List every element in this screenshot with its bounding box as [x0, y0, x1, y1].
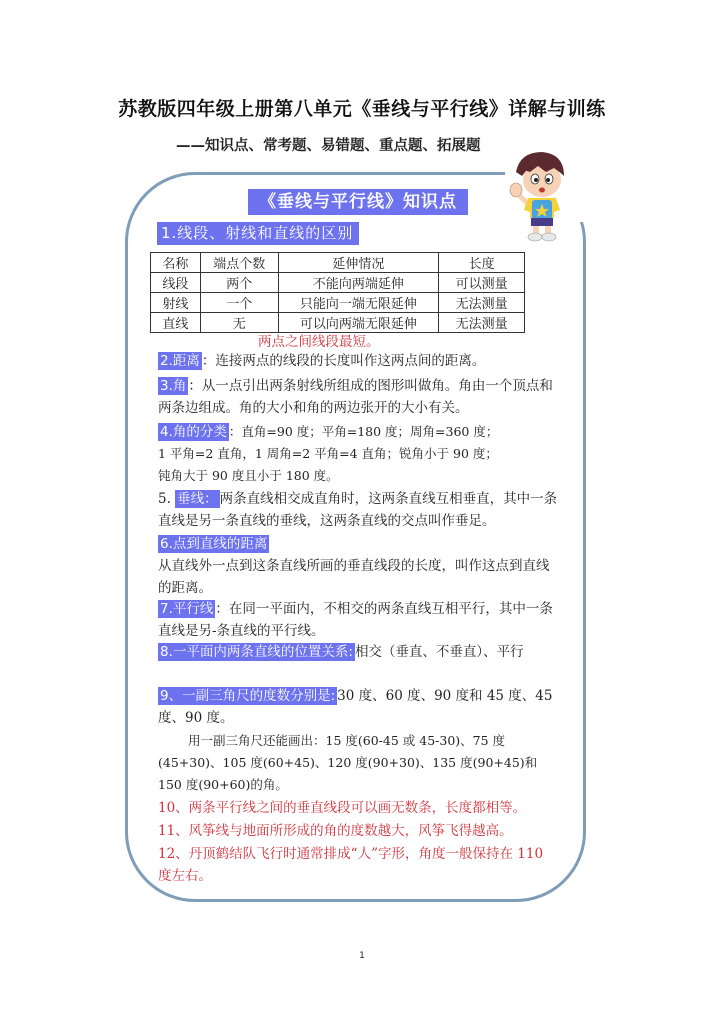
table-header: 名称	[151, 253, 201, 273]
shortest-path-note: 两点之间线段最短。	[258, 334, 380, 350]
red-item-11: 11、风筝线与地面所形成的角的度数越大，风筝飞得越高。	[158, 823, 513, 839]
section4-line3: 钝角大于 90 度且小于 180 度。	[158, 468, 339, 483]
document-subtitle: ——知识点、常考题、易错题、重点题、拓展题	[176, 138, 481, 154]
section7-label: 7.平行线	[160, 601, 214, 617]
table-cell: 无	[200, 313, 278, 333]
section3	[158, 375, 558, 419]
section8	[158, 641, 558, 663]
section4-line2: 1 平角=2 直角，1 周角=2 平角=4 直角；锐角小于 90 度；	[158, 446, 498, 461]
section8-label: 8.一平面内两条直线的位置关系:	[160, 644, 353, 660]
table-row	[151, 293, 525, 313]
table-cell: 只能向一端无限延伸	[278, 293, 439, 313]
table-header: 延伸情况	[278, 253, 439, 273]
line-comparison-table	[150, 252, 525, 333]
table-cell: 无法测量	[439, 313, 525, 333]
section3-label: 3.角	[160, 378, 187, 394]
table-header: 长度	[439, 253, 525, 273]
section9-extra: 用一副三角尺还能画出：15 度(60-45 或 45-30)、75 度(45+30)、105 度(60+45)、120 度(90+30)、135 度(90+45)和 150 度(90+60)的角。	[158, 733, 538, 792]
section9-text: 30 度、60 度、90 度和 45 度、45 度、90 度。	[158, 688, 553, 726]
section5-prefix: 5.	[158, 491, 176, 507]
table-cell: 不能向两端延伸	[278, 273, 439, 293]
table-row	[151, 273, 525, 293]
section1-heading: 1.线段、射线和直线的区别	[157, 222, 359, 245]
table-cell: 可以向两端无限延伸	[278, 313, 439, 333]
section5-text: 两条直线相交成直角时，这两条直线互相垂直，其中一条直线是另一条直线的垂线，这两条直线的交点叫作垂足。	[158, 491, 558, 529]
table-cell: 射线	[151, 293, 201, 313]
document-title: 苏教版四年级上册第八单元《垂线与平行线》详解与训练	[118, 98, 606, 120]
table-header: 端点个数	[200, 253, 278, 273]
table-header-row	[151, 253, 525, 273]
section8-text: 相交（垂直、不垂直）、平行	[354, 644, 524, 660]
table-cell: 可以测量	[439, 273, 525, 293]
section4-label: 4.角的分类	[160, 424, 227, 440]
section7	[158, 598, 558, 642]
table-cell: 两个	[200, 273, 278, 293]
section6	[158, 533, 558, 599]
table-cell: 一个	[200, 293, 278, 313]
section7-text: ：在同一平面内，不相交的两条直线互相平行，其中一条直线是另-条直线的平行线。	[158, 601, 553, 639]
section2-text: ：连接两点的线段的长度叫作这两点间的距离。	[201, 353, 486, 369]
table-cell: 直线	[151, 313, 201, 333]
cartoon-boy-icon	[502, 146, 574, 242]
section5-label: 垂线：	[177, 491, 218, 507]
red-item-12: 12、丹顶鹤结队飞行时通常排成“人”字形，角度一般保持在 110 度左右。	[158, 846, 544, 884]
red-item-10: 10、两条平行线之间的垂直线段可以画无数条，长度都相等。	[158, 800, 527, 816]
section6-label: 6.点到直线的距离	[160, 536, 268, 552]
section4	[158, 421, 558, 487]
knowledge-heading: 《垂线与平行线》知识点	[248, 189, 468, 215]
table-cell: 无法测量	[439, 293, 525, 313]
page-number: 1	[359, 951, 365, 961]
section2	[158, 350, 558, 372]
section9-label: 9、一副三角尺的度数分别是:	[160, 688, 336, 704]
section4-line1: ：直角=90 度；平角=180 度；周角=360 度；	[228, 424, 499, 439]
section3-text: ：从一点引出两条射线所组成的图形叫做角。角由一个顶点和两条边组成。角的大小和角的两边张开的大小有关。	[158, 378, 553, 416]
section9	[158, 685, 558, 729]
section5	[158, 488, 558, 532]
section2-label: 2.距离	[160, 353, 200, 369]
table-cell: 线段	[151, 273, 201, 293]
section6-text: 从直线外一点到这条直线所画的垂直线段的长度，叫作这点到直线的距离。	[158, 558, 550, 596]
